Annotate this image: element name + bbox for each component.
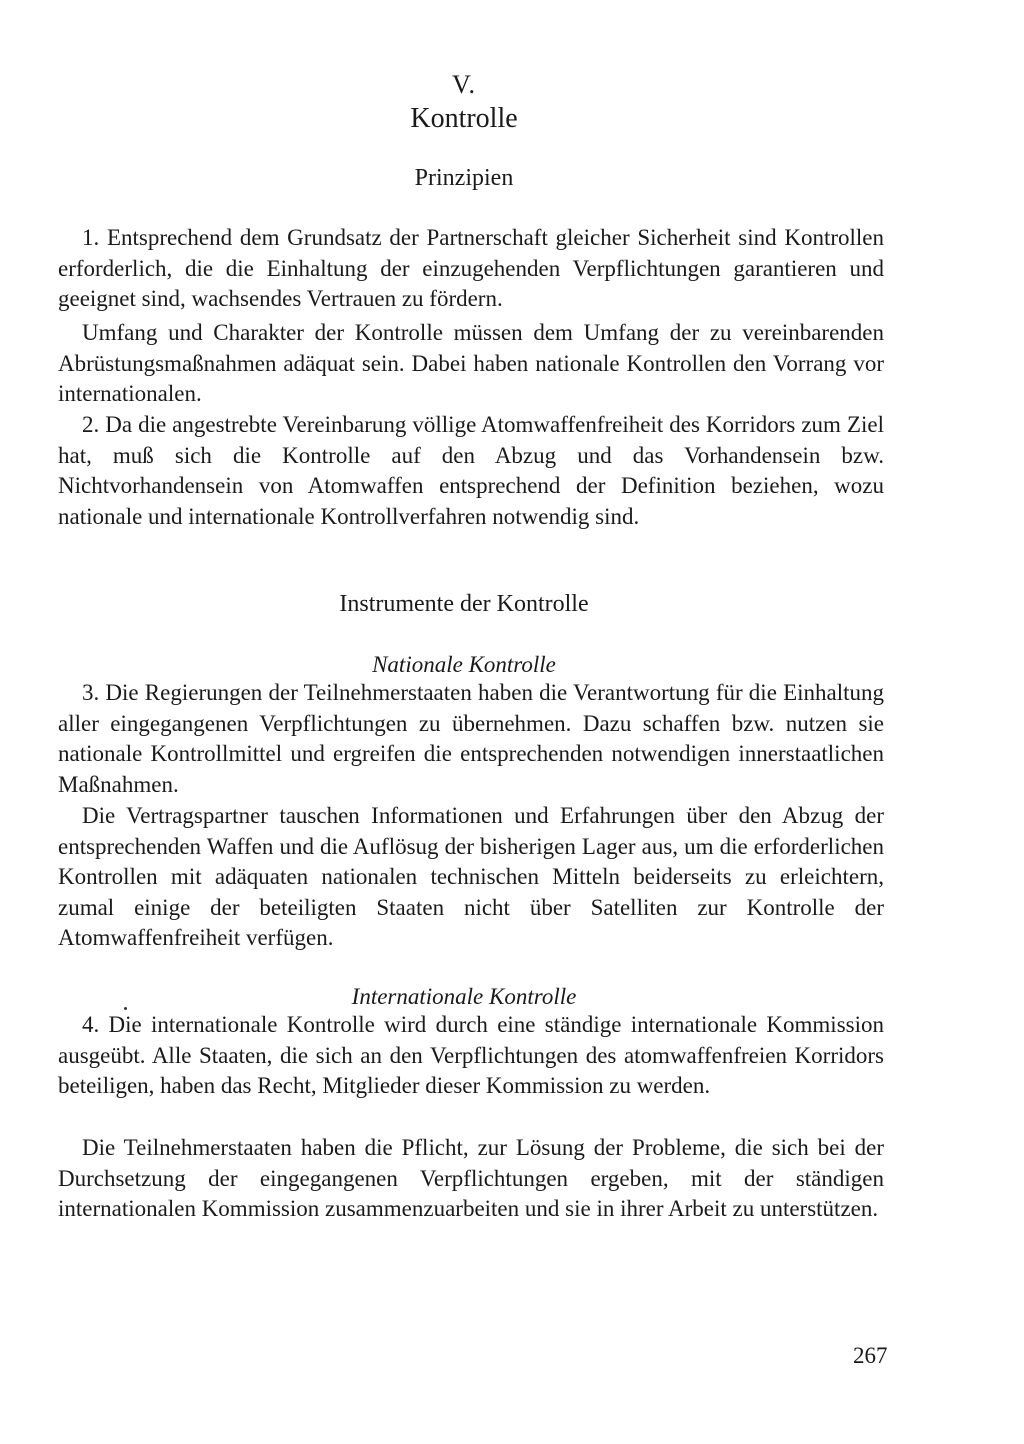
- subsection-heading-international: Internationale Kontrolle: [351, 984, 577, 1009]
- paragraph-2: 2. Da die angestrebte Vereinbarung völlige Atomwaffenfreiheit des Korridors zum Ziel hat, muß sich die Kontrolle auf den Abzug und das Vorhandensein bzw. Nichtvorhandensein von Atomwaffen entsprechend der Definition beziehen, wozu nationale und internationale Kontrollverfahren notwendig sind.: [58, 412, 884, 529]
- section-heading-principles: Prinzipien: [414, 165, 514, 191]
- paragraph-4: 4. Die internationale Kontrolle wird durch eine ständige internationale Kommission ausgeübt. Alle Staaten, die sich an den Verpflichtungen des atomwaffenfreien Korridors beteiligen, haben das Recht, Mitglieder dieser Kommission zu werden.: [58, 1012, 884, 1098]
- chapter-number: V.: [452, 70, 476, 99]
- page-number: 267: [853, 1343, 888, 1368]
- paragraph-3-continuation: Die Vertragspartner tauschen Informationen und Erfahrungen über den Abzug der entsprechenden Waffen und die Auflösug der bisherigen Lager aus, um die erforderlichen Kontrollen mit adäquaten nationalen technischen Mitteln beiderseits zu erleichtern, zumal einige der beteiligten Staaten nicht über Satelliten zur Kontrolle der Atomwaffenfreiheit verfügen.: [58, 803, 884, 950]
- paragraph-4-continuation: Die Teilnehmerstaaten haben die Pflicht, zur Lösung der Probleme, die sich bei der Durchsetzung der eingegangenen Verpflichtungen ergeben, mit der ständigen internationalen Kommission zusammenzuarbeiten und sie in ihrer Arbeit zu unterstützen.: [58, 1135, 884, 1221]
- section-heading-instruments: Instrumente der Kontrolle: [339, 591, 589, 617]
- subsection-heading-national: Nationale Kontrolle: [372, 652, 556, 677]
- paragraph-3: 3. Die Regierungen der Teilnehmerstaaten haben die Verantwortung für die Einhaltung aller eingegangenen Verpflichtungen zu übernehmen. Dazu schaffen bzw. nutzen sie nationale Kontrollmittel und ergreifen die entsprechenden notwendigen innerstaatlichen Maßnahmen.: [58, 680, 884, 797]
- paragraph-1-continuation: Umfang und Charakter der Kontrolle müssen dem Umfang der zu vereinbarenden Abrüstungsmaßnahmen adäquat sein. Dabei haben nationale Kontrollen den Vorrang vor internationalen.: [58, 320, 884, 406]
- paragraph-1: 1. Entsprechend dem Grundsatz der Partnerschaft gleicher Sicherheit sind Kontrollen erforderlich, die die Einhaltung der einzugehenden Verpflichtungen garantieren und geeignet sind, wachsendes Vertrauen zu fördern.: [58, 225, 884, 311]
- chapter-title: Kontrolle: [410, 103, 518, 134]
